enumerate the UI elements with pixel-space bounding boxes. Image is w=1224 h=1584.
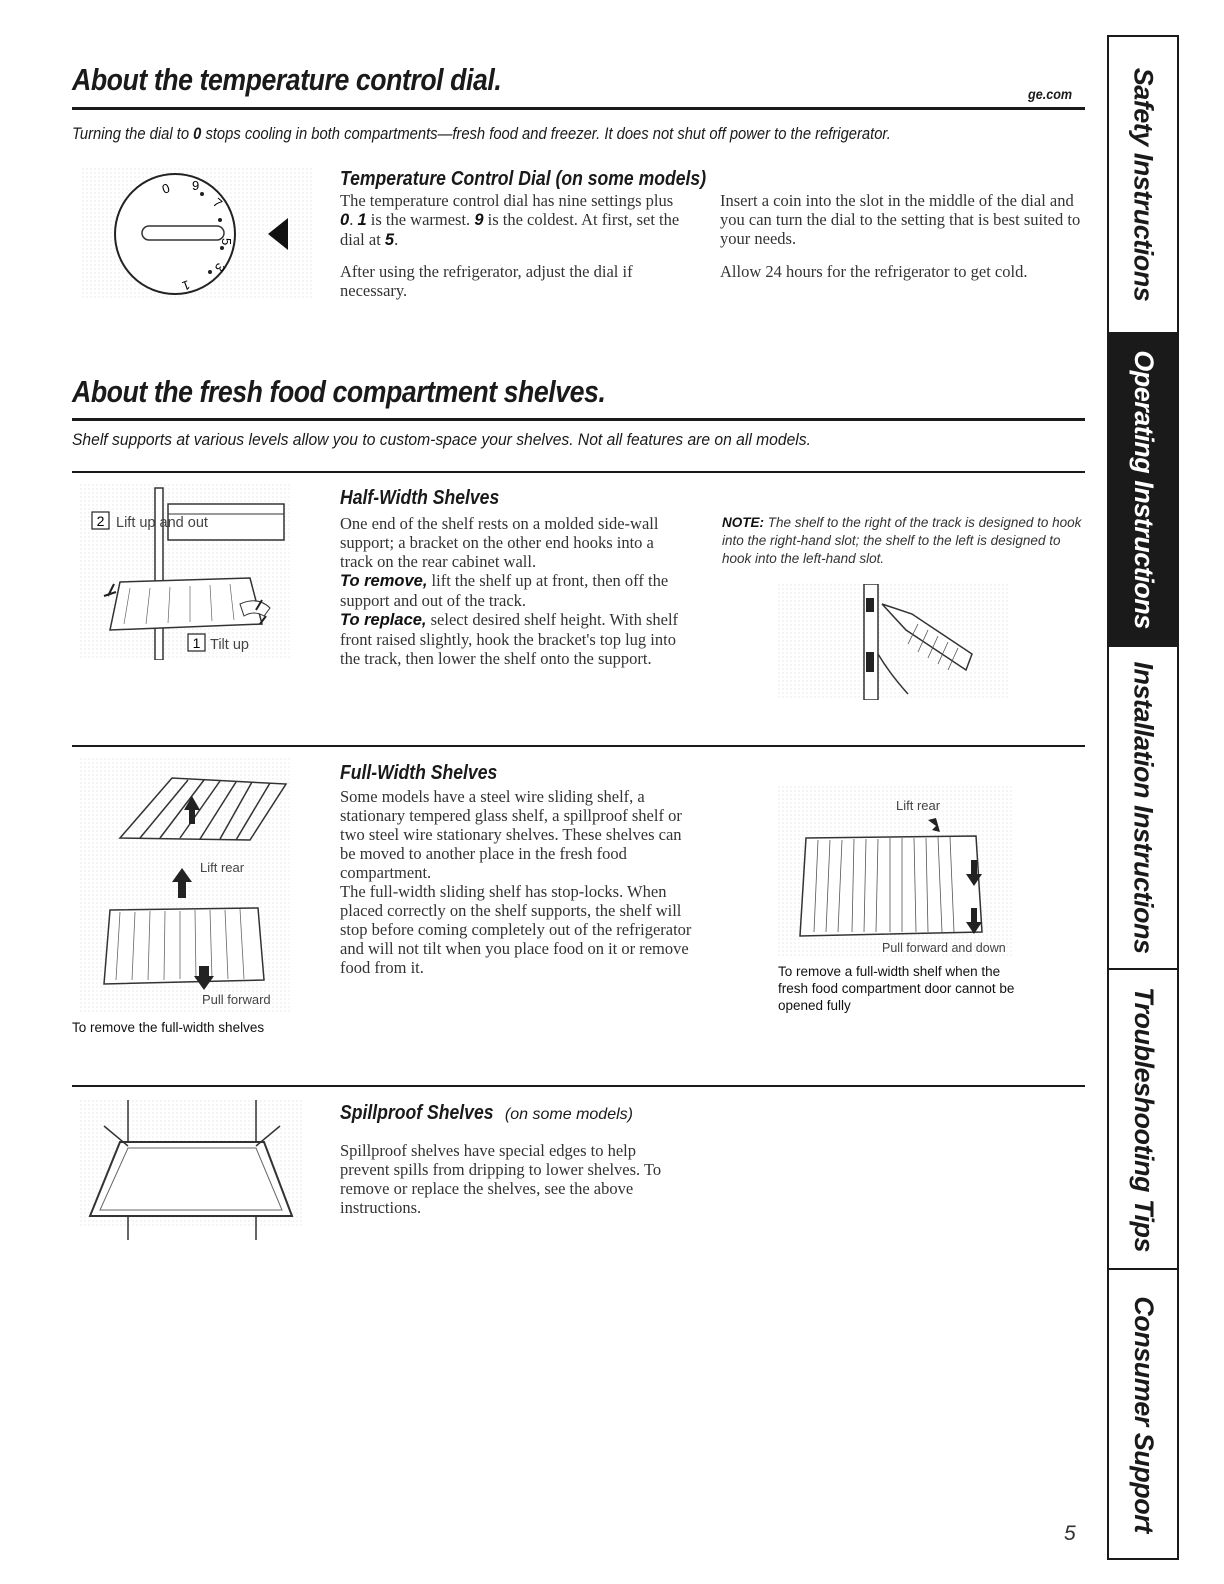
divider-2 bbox=[72, 745, 1085, 747]
shelves-title-rule bbox=[72, 418, 1085, 421]
dial-number-0: 0 bbox=[159, 180, 172, 197]
spillproof-shelf-illustration bbox=[80, 1100, 302, 1240]
dial-number-3: 3 bbox=[211, 260, 229, 275]
full-width-shelf-illustration bbox=[80, 758, 292, 1012]
dial-paragraph-4: Allow 24 hours for the refrigerator to get cold. bbox=[720, 262, 1028, 281]
dial-heading: Temperature Control Dial (on some models) bbox=[340, 168, 707, 190]
left-pull-forward-label: Pull forward bbox=[202, 992, 271, 1007]
half-width-text: One end of the shelf rests on a molded side-wall support; a bracket on the other end hooks into a track on the rear cabinet wall. To remove, lift the shelf up at front, then off the support and out of the track. To replace, select desired shelf height. With shelf front raised slightly, hook the bracket's top lug into the track, then lower the shelf onto the support. bbox=[340, 514, 679, 668]
shelves-intro: Shelf supports at various levels allow you to custom-space your shelves. Not all features are on all models. bbox=[72, 430, 811, 449]
right-illustration-caption: To remove a full-width shelf when the fresh food compartment door cannot be opened fully bbox=[778, 964, 1015, 1013]
tab-troubleshooting-tips[interactable]: Troubleshooting Tips bbox=[1109, 970, 1177, 1270]
track-slot-illustration bbox=[778, 584, 1010, 700]
spillproof-heading: Spillproof Shelves (on some models) bbox=[340, 1102, 633, 1124]
dial-number-1: 1 bbox=[180, 277, 193, 294]
page-title-temperature: About the temperature control dial. bbox=[72, 62, 502, 97]
tilt-up-label: Tilt up bbox=[210, 637, 249, 653]
title-rule bbox=[72, 107, 1085, 110]
step-2-number: 2 bbox=[96, 513, 105, 529]
left-lift-rear-label: Lift rear bbox=[200, 860, 245, 875]
dial-paragraph-1: The temperature control dial has nine settings plus 0. 1 is the warmest. 9 is the coldest. At first, set the dial at 5. bbox=[340, 191, 680, 249]
tab-safety-instructions[interactable]: Safety Instructions bbox=[1109, 37, 1177, 334]
spillproof-text: Spillproof shelves have special edges to help prevent spills from dripping to lower shelves. To remove or replace the shelves, see the above instructions. bbox=[340, 1141, 662, 1217]
tab-consumer-support[interactable]: Consumer Support bbox=[1128, 1295, 1159, 1533]
dial-paragraph-2: After using the refrigerator, adjust the dial if necessary. bbox=[340, 262, 633, 300]
temperature-intro: Turning the dial to 0 stops cooling in both compartments—fresh food and freezer. It does not shut off power to the refrigerator. bbox=[72, 124, 891, 143]
half-width-note: NOTE: The shelf to the right of the track is designed to hook into the right-hand slot; the shelf to the left is designed to hook into the left-hand slot. bbox=[722, 515, 1082, 566]
page-number: 5 bbox=[1064, 1522, 1076, 1545]
dial-number-7: 7 bbox=[210, 194, 226, 211]
right-lift-rear-label: Lift rear bbox=[896, 798, 941, 813]
full-width-text: Some models have a steel wire sliding shelf, a stationary tempered glass shelf, a spillproof shelf or two steel wire stationary shelves. These shelves can be moved to another place in the fresh food compartment. The full-width sliding shelf has stop-locks. When placed correctly on the shelf supports, the shelf will stop before coming completely out of the refrigerator and will not tilt when you place food on it or remove food from it. bbox=[340, 787, 692, 977]
half-width-heading: Half-Width Shelves bbox=[340, 487, 500, 509]
divider-3 bbox=[72, 1085, 1085, 1087]
section-tabs bbox=[1107, 35, 1179, 1560]
dial-paragraph-3: Insert a coin into the slot in the middle of the dial and you can turn the dial to the setting that is best suited to your needs. bbox=[720, 191, 1081, 248]
tab-installation-instructions[interactable]: Installation Instructions bbox=[1109, 647, 1177, 970]
dial-number-9: 9 bbox=[192, 178, 200, 193]
site-link[interactable]: ge.com bbox=[1028, 86, 1073, 102]
dial-coin-slot bbox=[142, 226, 224, 240]
lift-up-and-out-label: Lift up and out bbox=[116, 515, 208, 531]
tab-operating-instructions[interactable]: Operating Instructions bbox=[1109, 334, 1177, 647]
dial-number-5: 5 bbox=[219, 238, 234, 246]
left-illustration-caption: To remove the full-width shelves bbox=[72, 1020, 265, 1035]
page-title-shelves: About the fresh food compartment shelves. bbox=[72, 374, 606, 409]
half-width-shelf-illustration bbox=[80, 484, 292, 660]
divider-1 bbox=[72, 471, 1085, 473]
full-width-heading: Full-Width Shelves bbox=[340, 762, 498, 784]
temperature-dial-illustration bbox=[82, 168, 312, 298]
full-width-door-illustration bbox=[778, 786, 1012, 956]
step-1-number: 1 bbox=[192, 635, 201, 651]
right-pull-forward-label: Pull forward and down bbox=[882, 941, 1006, 955]
